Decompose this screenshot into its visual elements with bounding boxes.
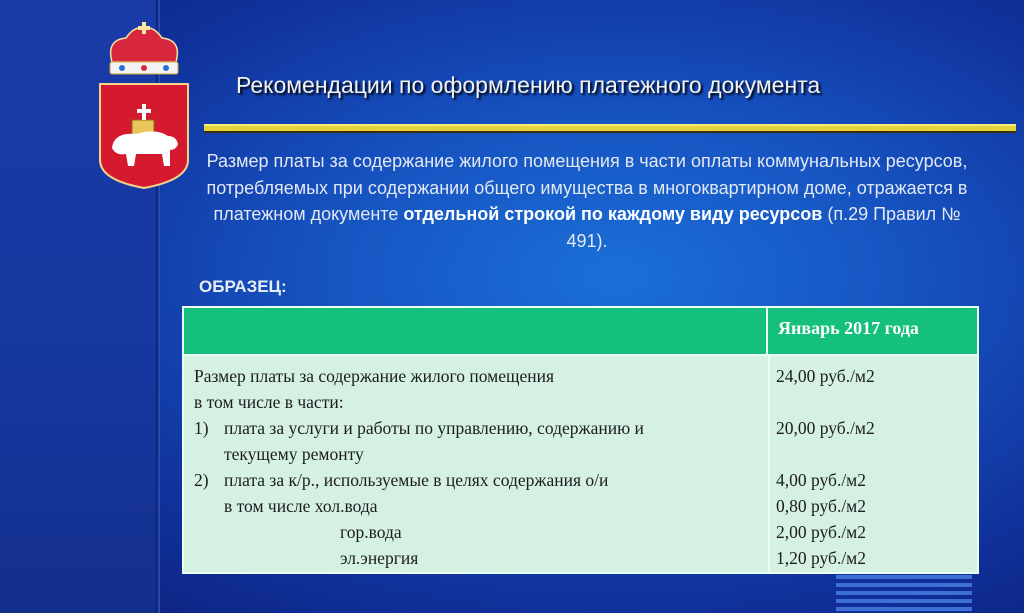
sample-label: ОБРАЗЕЦ: — [199, 277, 287, 296]
table-header-row — [184, 308, 977, 356]
intro-text-bold: отдельной строкой по каждому виду ресурсов — [403, 204, 823, 224]
value-electricity: 1,20 руб./м2 — [776, 548, 867, 568]
table-header-period: Январь 2017 года — [778, 318, 919, 338]
row-1-label-cont: текущему ремонту — [224, 444, 364, 464]
value-hot-water: 2,00 руб./м2 — [776, 522, 867, 542]
row-1-number: 1) — [194, 418, 209, 438]
row-1-label: плата за услуги и работы по управлению, содержанию и — [224, 418, 644, 438]
row-2-number: 2) — [194, 470, 209, 490]
intro-paragraph — [196, 148, 978, 254]
value-total: 24,00 руб./м2 — [776, 366, 875, 386]
row-cold-water-label: в том числе хол.вода — [224, 496, 378, 516]
value-management: 20,00 руб./м2 — [776, 418, 875, 438]
row-hot-water-label: гор.вода — [340, 522, 402, 542]
sample-table — [182, 306, 979, 574]
row-electricity-label: эл.энергия — [340, 548, 419, 568]
value-cold-water: 0,80 руб./м2 — [776, 496, 867, 516]
intro-text-end: (п.29 Правил № 491). — [566, 204, 961, 251]
intro-text-start: Размер платы за содержание жилого помещения в части оплаты коммунальных ресурсов, потребляемых при содержании общего имущества в многоквартирном доме, отражается в платежном документе — [206, 151, 968, 224]
row-total-label: Размер платы за содержание жилого помещения — [194, 366, 554, 386]
decorative-stripes — [836, 575, 972, 613]
perm-coat-of-arms-icon — [96, 20, 192, 190]
value-communal-resources: 4,00 руб./м2 — [776, 470, 867, 490]
page-title: Рекомендации по оформлению платежного документа — [236, 72, 821, 98]
row-2-label: плата за к/р., используемые в целях содержания о/и — [224, 470, 609, 490]
row-including-label: в том числе в части: — [194, 392, 344, 412]
table-body — [184, 356, 977, 572]
table-header-empty-cell — [184, 308, 768, 354]
title-underline — [204, 124, 1016, 133]
